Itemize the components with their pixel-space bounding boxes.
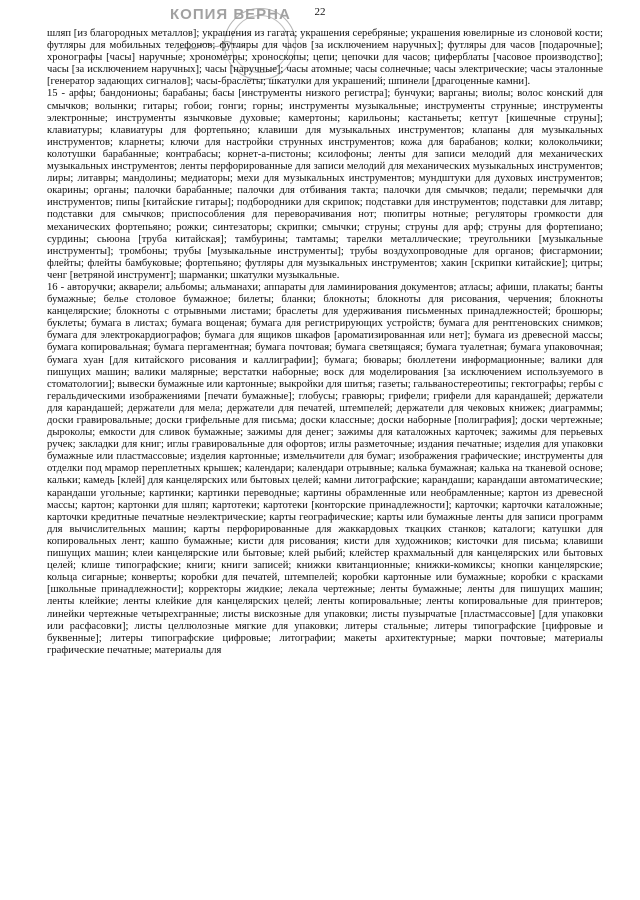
page-number: 22 (314, 6, 326, 18)
paragraph-class-15: 15 - арфы; бандонионы; барабаны; басы [инструменты низкого регистра]; бунчуки; варганы; виолы; волос конский для смычков; волынки; гитары; гобои; гонги; горны; инструменты музыкальные; инструменты струнные; инструменты электронные; инструменты язычковые духовые; камертоны; карильоны; кастаньеты; кетгут [кишечные струны]; клавиатуры; клавиатуры для фортепьяно; клавиши для музыкальных инструментов; клапаны для музыкальных инструментов; кларнеты; ключи для настройки струнных инструментов; кожа для барабанов; колки; колокольчики; колотушки барабанные; контрабасы; корнет-а-пистоны; ксилофоны; ленты для записи мелодий для механических музыкальных инструментов; ленты перфорированные для записи мелодий для механических музыкальных инструментов; лиры; литавры; мандолины; медиаторы; мехи для музыкальных инструментов; мундштуки для духовых инструментов; окарины; органы; палочки барабанные; палочки для отбивания такта; палочки для смычков; педали; перемычки для инструментов; пипы [китайские гитары]; подбородники для скрипок; подставки для инструментов; подставки для литавр; подставки для смычков; приспособления для переворачивания нот; пюпитры нотные; регуляторы громкости для механических фортепьяно; рожки; синтезаторы; скрипки; смычки; струны; струны для арф; струны для фортепиано; сурдины; сьюона [труба китайская]; тамбурины; тамтамы; тарелки металлические; треугольники [музыкальные инструменты]; тромбоны; трубы [музыкальные инструменты]; трубы воздухопроводные для органов; фисгармонии; флейты; флейты бамбуковые; фортепьяно; футляры для музыкальных инструментов; хакин [скрипки китайские]; цитры; ченг [ветряной инструмент]; шарманки; шкатулки музыкальные. (47, 88, 603, 281)
document-body (47, 28, 603, 657)
stamp-title: КОПИЯ ВЕРНА (170, 6, 291, 23)
paragraph-class-16: 16 - авторучки; акварели; альбомы; альманахи; аппараты для ламинирования документов; атласы; афиши, плакаты; банты бумажные; белье столовое бумажное; билеты; бланки; блокноты; блокноты для рисования, черчения; блокноты канцелярские; блокноты с отрывными листами; браслеты для удерживания письменных принадлежностей; брошюры; буклеты; бумага в листах; бумага вощеная; бумага для регистрирующих устройств; бумага для рентгеновских снимков; бумага для электрокардиографов; бумага для ящиков шкафов [ароматизированная или нет]; бумага из древесной массы; бумага копировальная; бумага пергаментная; бумага почтовая; бумага светящаяся; бумага туалетная; бумага упаковочная; бумага хуан [для китайского рисования и каллиграфии]; бумага; бювары; бюллетени информационные; валики для пишущих машин; валики малярные; верстатки наборные; воск для моделирования [за исключением используемого в стоматологии]; вывески бумажные или картонные; выкройки для шитья; газеты; гальваностереотипы; гектографы; гербы с геральдическими изображениями [печати бумажные]; глобусы; гравюры; грифели; грифели для карандашей; держатели для карандашей; держатели для мела; держатели для печатей, штемпелей; держатели для чековых книжек; диаграммы; доски гравировальные; доски грифельные для письма; доски классные; доски наборные [полиграфия]; доски чертежные; дыроколы; емкости для сливок бумажные; зажимы для денег; зажимы для каталожных карточек; зажимы для перьевых ручек; закладки для книг; иглы гравировальные для офортов; иглы разметочные; издания печатные; изделия для упаковки бумажные или пластмассовые; изделия картонные; измельчители для бумаг; изображения графические; инструменты для отделки под мрамор переплетных крышек; календари; календари отрывные; калька бумажная; калька на тканевой основе; кальки; камедь [клей] для канцелярских или бытовых целей; камни литографские; карандаши; карандаши автоматические; карандаши угольные; картинки; картинки переводные; картины обрамленные или необрамленные; картон из древесной массы; картон; картонки для шляп; картотеки; картотеки [конторские принадлежности]; карточки; карточки каталожные; карточки кредитные печатные неэлектрические; карты географические; карты или бумажные ленты для записи программ для вычислительных машин; карты перфорированные для жаккардовых ткацких станков; каталоги; катушки для копировальных лент; кашпо бумажные; кисти для рисования; кисти для художников; кисточки для письма; клавиши пишущих машин; клеи канцелярские или бытовые; клей рыбий; клейстер крахмальный для канцелярских или бытовых целей; клише типографские; книги; книги записей; книжки квитанционные; книжки-комиксы; кнопки канцелярские; кольца сигарные; конверты; коробки для печатей, штемпелей; коробки картонные или бумажные; коробки с красками [школьные принадлежности]; корректоры жидкие; лекала чертежные; ленты бумажные; ленты для пишущих машин; ленты клейкие; ленты клейкие для канцелярских целей; ленты копировальные; ленты копировальные для принтеров; линейки чертежные четырехгранные; листы вискозные для упаковки; листы пузырчатые [пластмассовые] [для упаковки или расфасовки]; листы целлюлозные мягкие для упаковки; литеры стальные; литеры типографские [цифровые и буквенные]; литеры типографские цифровые; литографии; макеты архитектурные; марки почтовые; материалы графические печатные; материалы для (47, 281, 603, 656)
paragraph-class-14-continued: шляп [из благородных металлов]; украшения из гагата; украшения серебряные; украшения ювелирные из слоновой кости; футляры для мобильных телефонов; футляры для часов [за исключением наручных]; футляры для часов [подарочные]; хронографы [часы] наручные; хронометры; хроноскопы; цепи; цепочки для часов; циферблаты [часовое производство]; часы [за исключением наручных]; часы [наручные]; часы атомные; часы солнечные; часы электрические; часы эталонные [генератор задающих сигналов]; часы-браслеты; шкатулки для украшений; шпинели [драгоценные камни]. (47, 28, 603, 88)
